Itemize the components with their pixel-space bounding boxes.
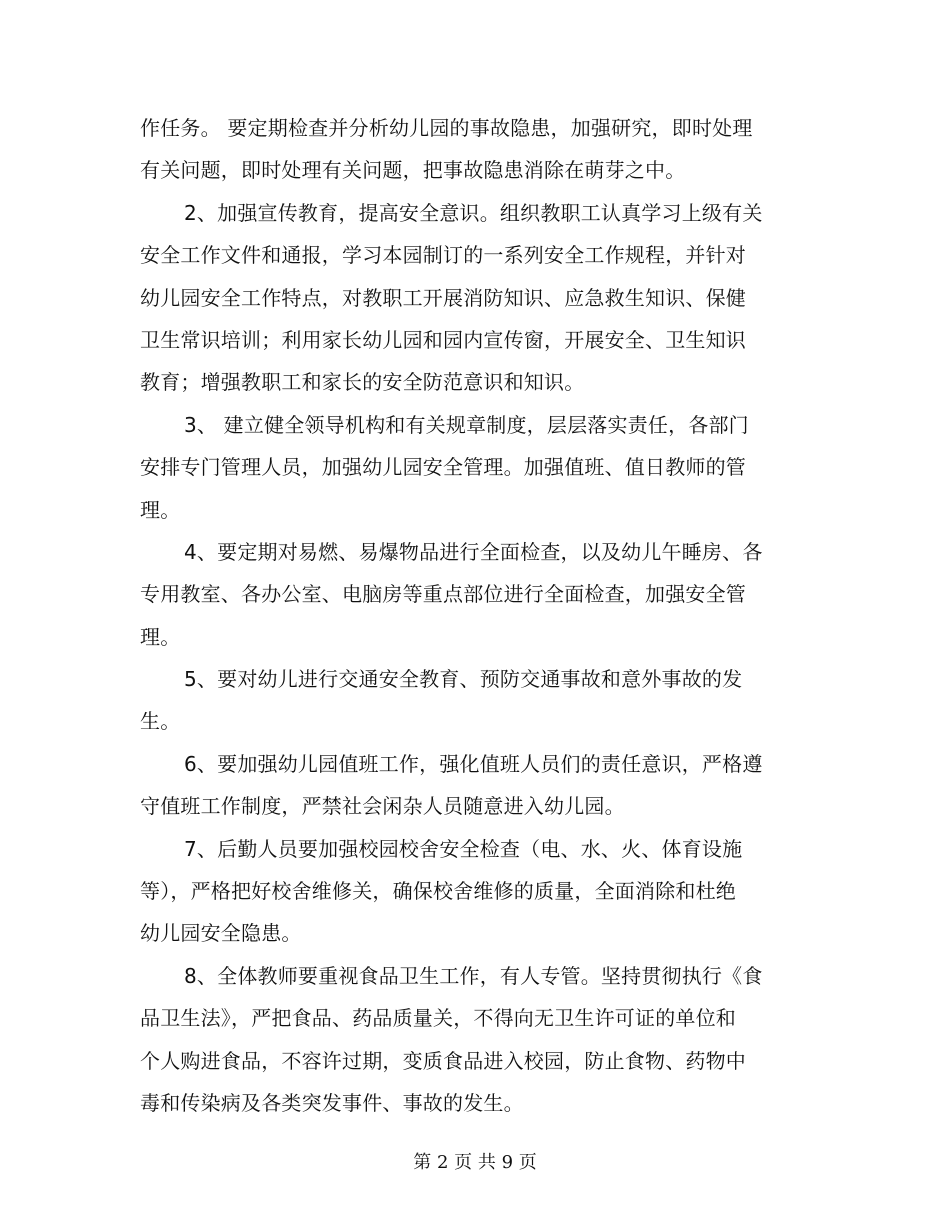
paragraph-5-line: 5、要对幼儿进行交通安全教育、预防交通事故和意外事故的发 xyxy=(184,667,743,692)
document-body xyxy=(140,107,780,1124)
text-line: 有关问题，即时处理有关问题，把事故隐患消除在萌芽之中。 xyxy=(140,158,686,183)
text-line: 安全工作文件和通报，学习本园制订的一系列安全工作规程，并针对 xyxy=(140,243,746,268)
text-line: 守值班工作制度，严禁社会闲杂人员随意进入幼儿园。 xyxy=(140,794,625,819)
text-line: 个人购进食品，不容许过期，变质食品进入校园，防止食物、药物中 xyxy=(140,1048,746,1073)
text-line: 安排专门管理人员，加强幼儿园安全管理。加强值班、值日教师的管 xyxy=(140,455,746,480)
text-line: 毒和传染病及各类突发事件、事故的发生。 xyxy=(140,1090,524,1115)
text-line: 作任务。 要定期检查并分析幼儿园的事故隐患，加强研究，即时处理 xyxy=(140,116,753,140)
text-line: 幼儿园安全隐患。 xyxy=(140,921,302,946)
text-line: 教育；增强教职工和家长的安全防范意识和知识。 xyxy=(140,370,585,395)
paragraph-3-line: 3、 建立健全领导机构和有关规章制度，层层落实责任，各部门 xyxy=(184,412,749,437)
text-line: 等），严格把好校舍维修关，确保校舍维修的质量，全面消除和杜绝 xyxy=(140,879,736,904)
page-number-footer: 第 2 页 共 9 页 xyxy=(413,1152,537,1173)
paragraph-7-line: 7、后勤人员要加强校园校舍安全检查（电、水、火、体育设施 xyxy=(184,836,743,861)
paragraph-4-line: 4、要定期对易燃、易爆物品进行全面检查，以及幼儿午睡房、各 xyxy=(184,539,763,564)
paragraph-2-line: 2、加强宣传教育，提高安全意识。组织教职工认真学习上级有关 xyxy=(184,200,763,225)
text-line: 幼儿园安全工作特点，对教职工开展消防知识、应急救生知识、保健 xyxy=(140,285,746,310)
text-line: 卫生常识培训；利用家长幼儿园和园内宣传窗，开展安全、卫生知识 xyxy=(140,327,746,352)
paragraph-8-line: 8、全体教师要重视食品卫生工作，有人专管。坚持贯彻执行《食 xyxy=(184,963,763,988)
text-line: 品卫生法》，严把食品、药品质量关，不得向无卫生许可证的单位和 xyxy=(140,1006,736,1031)
text-line: 理。 xyxy=(140,624,181,649)
text-line: 生。 xyxy=(140,709,181,734)
paragraph-6-line: 6、要加强幼儿园值班工作，强化值班人员们的责任意识，严格遵 xyxy=(184,751,763,776)
text-line: 理。 xyxy=(140,497,181,522)
text-line: 专用教室、各办公室、电脑房等重点部位进行全面检查，加强安全管 xyxy=(140,582,746,607)
